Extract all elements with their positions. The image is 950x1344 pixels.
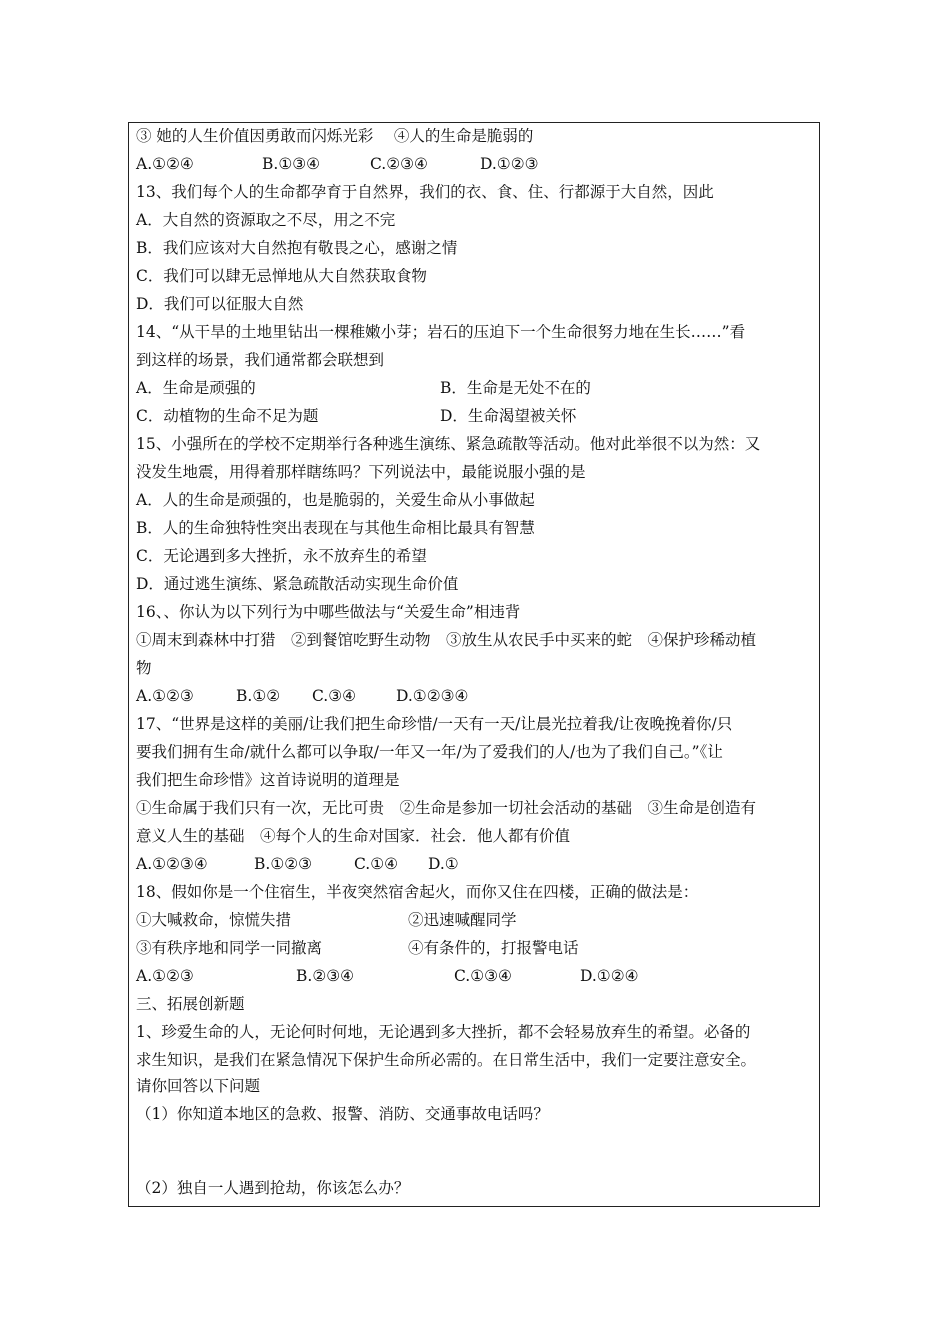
option-line: A．大自然的资源取之不尽，用之不完: [136, 211, 396, 229]
option-c: C.③④: [312, 687, 357, 705]
text-line: ①周末到森林中打猎 ②到餐馆吃野生动物 ③放生从农民手中买来的蛇 ④保护珍稀动植: [136, 631, 757, 649]
question-14: 14、“从干旱的土地里钻出一棵稚嫩小芽；岩石的压迫下一个生命很努力地在生长……”看: [136, 323, 746, 341]
choice-3: ③有秩序地和同学一同撤离: [136, 939, 323, 957]
option-d: D.①②③④: [396, 687, 469, 705]
question-13: 13、我们每个人的生命都孕育于自然界，我们的衣、食、住、行都源于大自然，因此: [136, 183, 714, 201]
choice-1: ①大喊救命，惊慌失措: [136, 911, 292, 929]
text-line: 到这样的场景，我们通常都会联想到: [136, 351, 385, 369]
option-b: B.②③④: [296, 967, 355, 985]
text-line: 物: [136, 659, 152, 677]
text-line: 意义人生的基础 ④每个人的生命对国家．社会．他人都有价值: [136, 827, 571, 845]
question-18: 18、假如你是一个住宿生，半夜突然宿舍起火，而你又住在四楼，正确的做法是：: [136, 883, 699, 901]
question-15: 15、小强所在的学校不定期举行各种逃生演练、紧急疏散等活动。他对此举很不以为然：又: [136, 435, 761, 453]
option-b: B．生命是无处不在的: [440, 379, 591, 397]
option-line: D．我们可以征服大自然: [136, 295, 304, 313]
option-d: D.①: [428, 855, 459, 873]
option-c: C.②③④: [370, 155, 428, 173]
sub-question-2: （2）独自一人遇到抢劫，你该怎么办？: [136, 1179, 410, 1197]
option-a: A.①②③: [136, 687, 194, 705]
option-c: C.①④: [354, 855, 399, 873]
section-heading: 三、拓展创新题: [136, 995, 245, 1013]
option-d: D.①②③: [480, 155, 539, 173]
option-b: B.①②③: [254, 855, 313, 873]
option-a: A．生命是顽强的: [136, 379, 256, 397]
text-line: 没发生地震，用得着那样瞎练吗？下列说法中，最能说服小强的是: [136, 463, 586, 481]
text-line: ①生命属于我们只有一次，无比可贵 ②生命是参加一切社会活动的基础 ③生命是创造有: [136, 799, 757, 817]
option-line: C．无论遇到多大挫折，永不放弃生的希望: [136, 547, 427, 565]
option-a: A.①②④: [136, 155, 194, 173]
text-line: 要我们拥有生命/就什么都可以争取/一年又一年/为了爱我们的人/也为了我们自己。”《让: [136, 743, 723, 761]
text-line: ③ 她的人生价值因勇敢而闪烁光彩 ④人的生命是脆弱的: [136, 127, 534, 145]
text-line: 我们把生命珍惜》这首诗说明的道理是: [136, 771, 400, 789]
choice-4: ④有条件的，打报警电话: [408, 939, 579, 957]
sub-question-1: （1）你知道本地区的急救、报警、消防、交通事故电话吗？: [136, 1105, 549, 1123]
text-line: 求生知识，是我们在紧急情况下保护生命所必需的。在日常生活中，我们一定要注意安全。: [136, 1051, 757, 1069]
option-a: A.①②③④: [136, 855, 208, 873]
option-d: D.①②④: [580, 967, 639, 985]
text-line: 请你回答以下问题: [136, 1077, 261, 1095]
option-d: D．生命渴望被关怀: [440, 407, 577, 425]
option-line: A．人的生命是顽强的，也是脆弱的，关爱生命从小事做起: [136, 491, 535, 509]
choice-2: ②迅速喊醒同学: [408, 911, 517, 929]
question-17: 17、“世界是这样的美丽/让我们把生命珍惜/一天有一天/让晨光拉着我/让夜晚挽着你/只: [136, 715, 733, 733]
option-line: B．人的生命独特性突出表现在与其他生命相比最具有智慧: [136, 519, 535, 537]
option-c: C.①③④: [454, 967, 512, 985]
option-line: D．通过逃生演练、紧急疏散活动实现生命价值: [136, 575, 459, 593]
question-1: 1、珍爱生命的人，无论何时何地，无论遇到多大挫折，都不会轻易放弃生的希望。必备的: [136, 1023, 751, 1041]
question-16: 16、、你认为以下列行为中哪些做法与“关爱生命”相违背: [136, 603, 521, 621]
option-b: B.①②: [236, 687, 281, 705]
option-a: A.①②③: [136, 967, 194, 985]
option-line: C．我们可以肆无忌惮地从大自然获取食物: [136, 267, 427, 285]
option-b: B.①③④: [262, 155, 321, 173]
option-c: C．动植物的生命不足为题: [136, 407, 319, 425]
option-line: B．我们应该对大自然抱有敬畏之心，感谢之情: [136, 239, 458, 257]
